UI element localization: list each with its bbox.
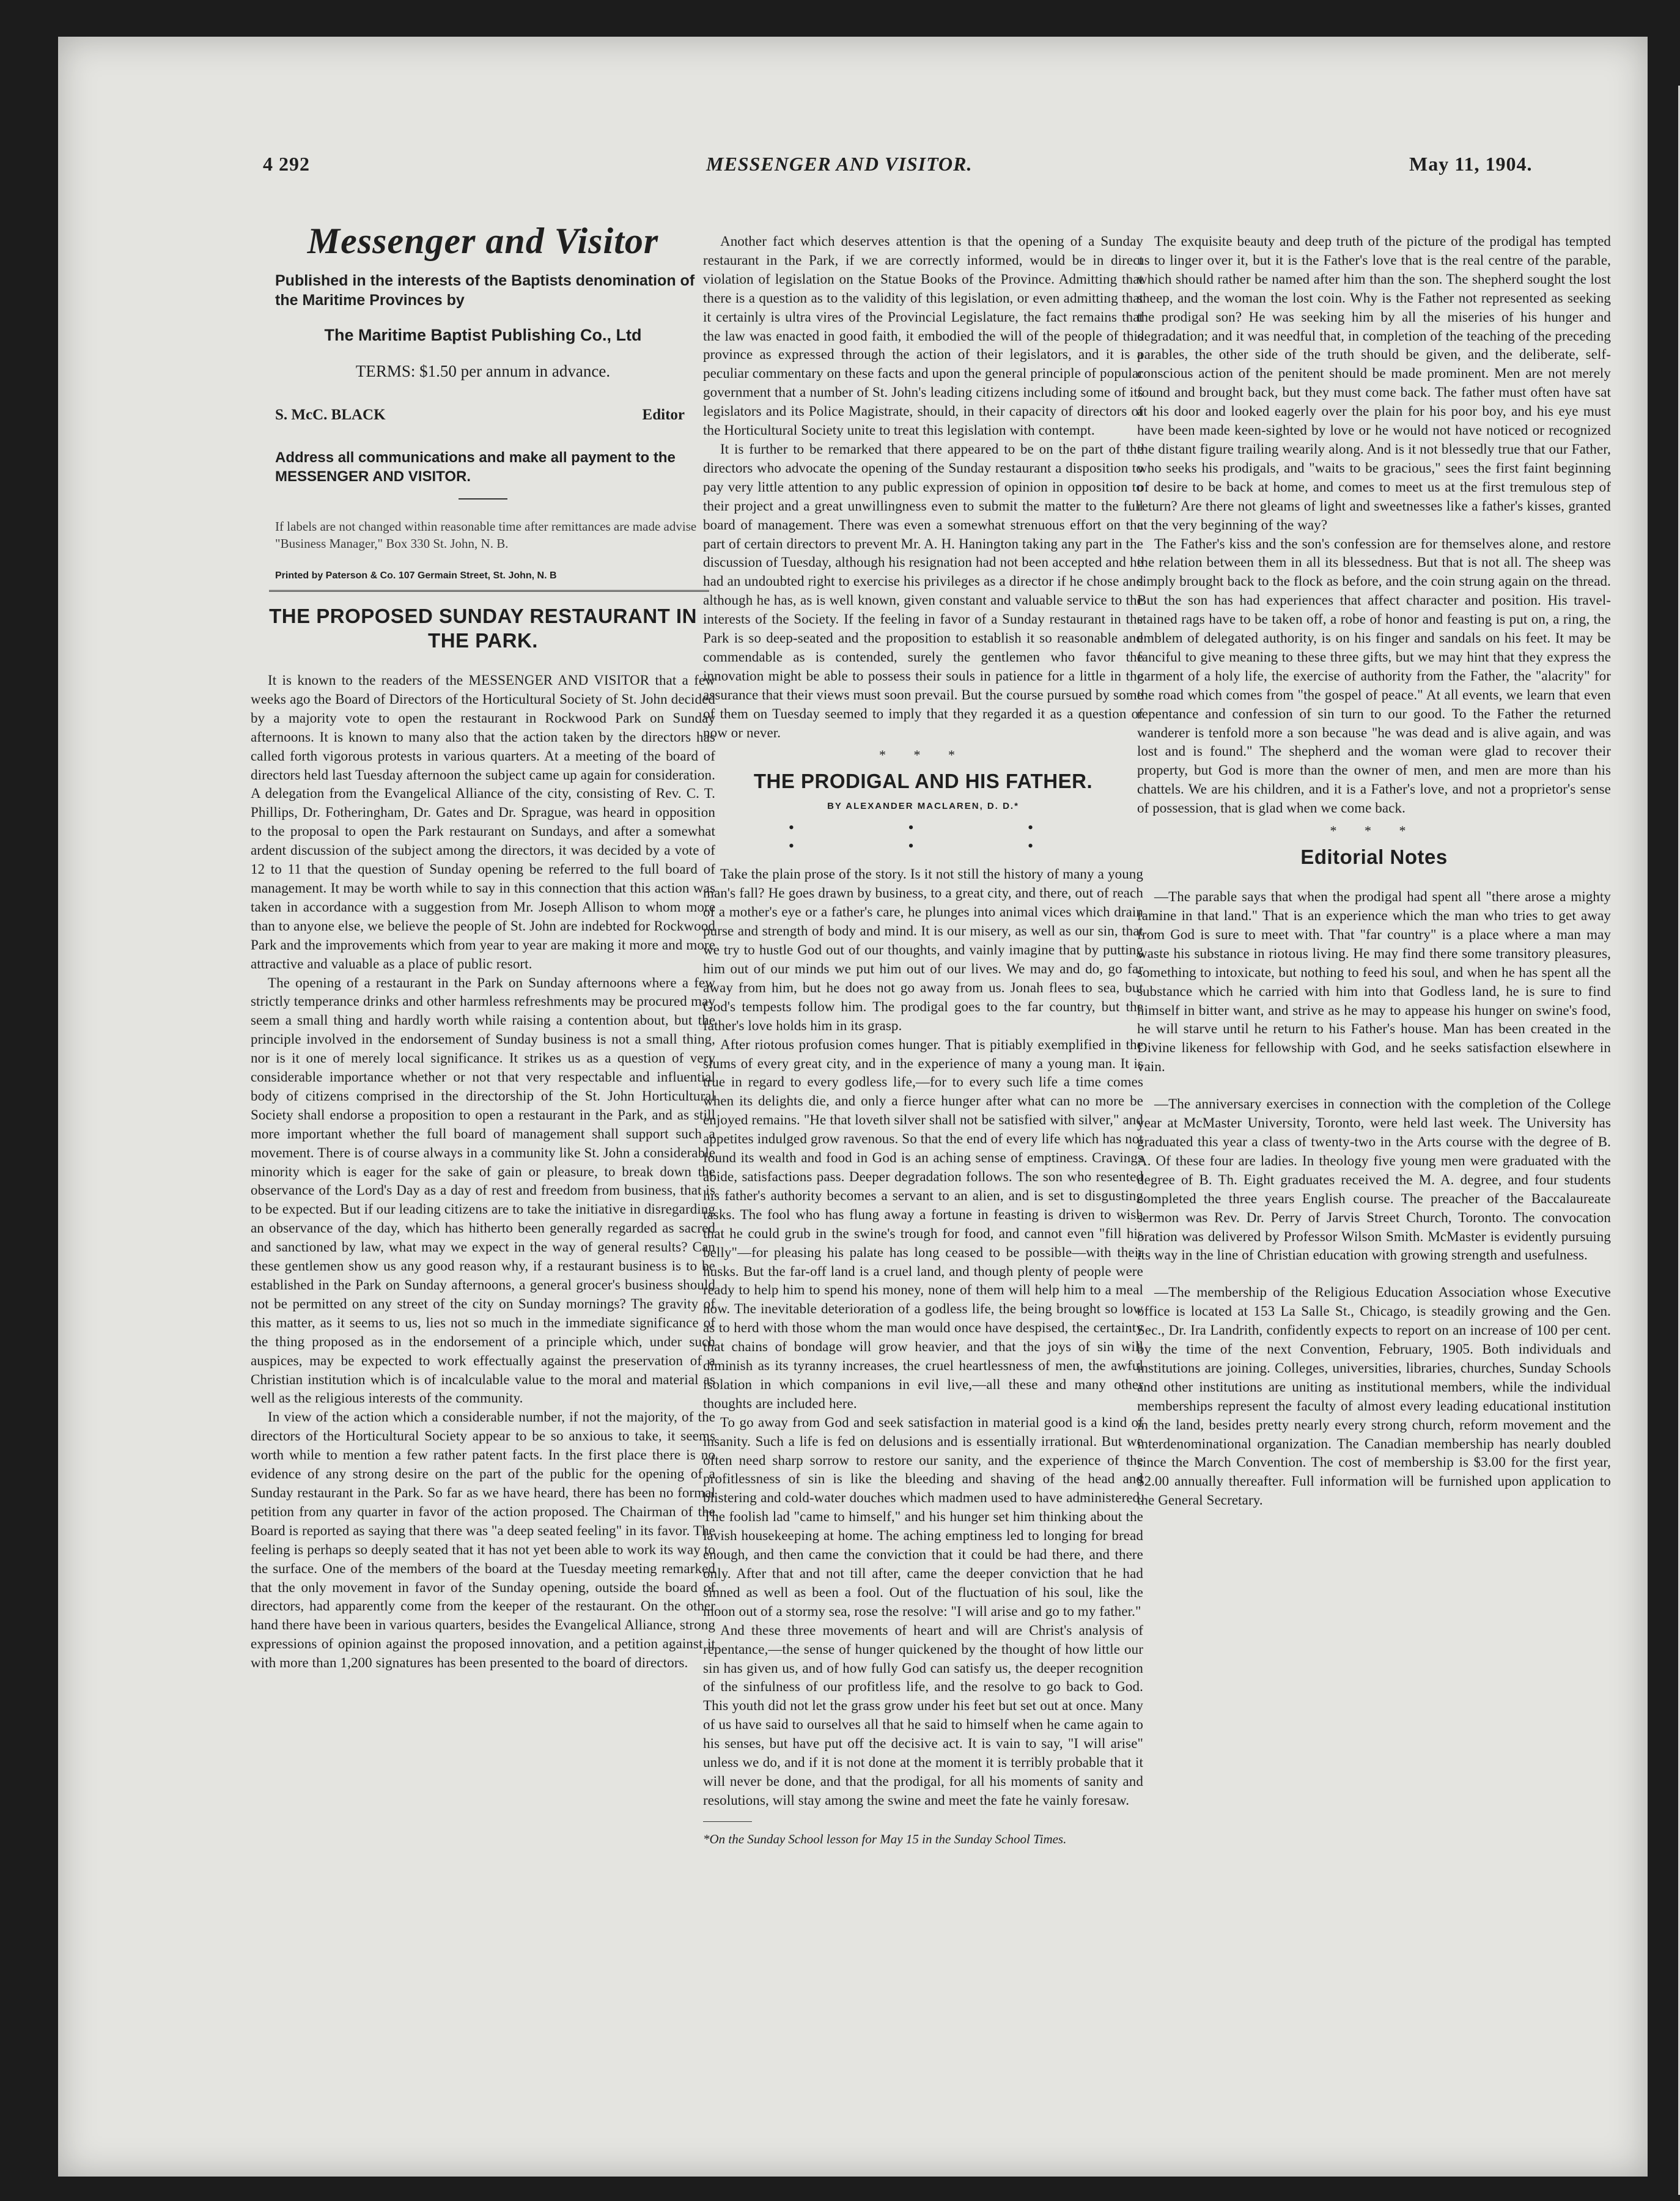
article-paragraph: The Father's kiss and the son's confession are for themselves alone, and restore the relation between them in all its blessedness. But that is not all. The sheep was simply brought back to the flock as before, and the coin strung again on the thread. But the son has had experiences that affect character and position. His travel-stained rags have to be taken off, a robe of honor and feasting is put on, a ring, the emblem of delegated authority, is on his finger and sandals on his feet. It may be fanciful to give meaning to these three gifts, but we may hint that they express the garment of a holy life, the exercise of authority from the Father, the "alacrity" for the road which comes from "the gospel of peace." At all events, we learn that even repentance and confession of sin turn to our good. To the Father the returned wanderer is tenfold more a son because "he was dead and is alive again, and was lost and is found." The shepherd and the woman were glad to recover their property, but God is more than the owner of men, and men are more than his chattels. We are his children, and it is a Father's love, and not a proprietor's sense of possession, that is glad when we come back. — [1137, 536, 1611, 816]
footnote: *On the Sunday School lesson for May 15 in the Sunday School Times. — [703, 1831, 1067, 1846]
footnote-rule — [703, 1821, 752, 1822]
article-paragraph: And these three movements of heart and will are Christ's analysis of repentance,—the sense of hunger quickened by the thought of how little our sin has given us, and of how fully God can satisfy us, the deeper recognition of the sinfulness of our profitless life, and the resolve to go back to God. This youth did not let the grass grow under his feet but set out at once. Many of us have said to ourselves all that he said to himself when he came again to his senses, but have put off the decisive act. It is vain to say, "I will arise" unless we do, and if it is not done at the moment it is terribly probable that it will never be done, and that the prodigal, for all his moments of sanity and resolutions, will stay among the swine and meet the fate he vainly foresaw. — [703, 1622, 1143, 1808]
article-paragraph: The opening of a restaurant in the Park on Sunday afternoons where a few strictly temperance drinks and other harmless refreshments may be procured may seem a small thing and hardly worth while raising a contention about, but the principle involved in the endorsement of Sunday business is not a small thing, nor is it one of merely local significance. It strikes us as a question of very considerable importance whether or not that very respectable and influential body of citizens comprised in the directorship of the St. John Horticultural Society shall endorse a proposition to open a restaurant in the Park, and as still more important whether the full board of management shall support such a movement. There is of course always in a community like St. John a considerable minority which is eager for the sake of gain or pleasure, to break down the observance of the Lord's Day as a day of rest and freedom from business, that is to be expected. But if our leading citizens are to take the initiative in disregarding an observance of the day, which has hitherto been generally regarded as sacred and sanctioned by law, what may we expect in the way of general results? Can these gentlemen show us any good reason why, if a restaurant business is to be established in the Park on Sunday afternoons, a general grocer's business should not be permitted on any street of the city on Sunday mornings? The gravity of this matter, as it seems to us, lies not so much in the immediate significance of the thing proposed as in the endorsement of a principle which, under such auspices, may be expected to work effectually against the preservation of a Christian institution which is of incalculable value to the moral and material as well as the religious interests of the community. — [251, 975, 715, 1406]
page-header — [58, 153, 1648, 202]
double-rule — [269, 590, 709, 592]
editor-label: Editor — [642, 407, 685, 423]
article-paragraph: It is known to the readers of the MESSENGER AND VISITOR that a few weeks ago the Board of Directors of the Horticultural Society of St. John decided by a majority vote to open the restaurant in Rockwood Park on Sunday afternoons. It is known to many also that the action taken by the directors has called forth vigorous protests in various quarters. At a meeting of the board of directors held last Tuesday afternoon the subject came up again for consideration. A delegation from the Evangelical Alliance of the city, consisting of Rev. C. T. Phillips, Dr. Fotheringham, Dr. Gates and Dr. Sprague, was heard in opposition to the proposal to open the Park restaurant on Sundays, and after a somewhat ardent discussion of the subject among the directors, it was decided by a vote of 12 to 11 that the question of Sunday opening be referred to the full board of management. It may be worth while to say in this connection that this action was taken in accordance with a suggestion from Mr. Joseph Allison to whom more than to anyone else, we believe the people of St. John are indebted for Rockwood Park and the improvements which from year to year are making it more and more attractive and valuable as a place of public resort. — [251, 673, 715, 971]
article-byline: BY ALEXANDER MACLAREN, D. D.* — [827, 801, 1019, 812]
column-1 — [251, 220, 715, 2140]
article-paragraph: Another fact which deserves attention is that the opening of a Sunday restaurant in the Park, if we are correctly informed, would be in direct violation of legislation on the Statue Books of the Province. Admitting that there is a question as to the validity of this legislation, or even admitting that it certainly is ultra vires of the Provincial Legislature, the fact remains that the law was enacted in good faith, it embodied the will of the people of this province as expressed through the action of their legislators, and it is a peculiar commentary on these facts and upon the general principle of popular government that a number of St. John's leading citizens including some of its legislators and its Police Magistrate, should, in their capacity of directors of the Horticultural Society unite to treat this legislation with contempt. — [703, 234, 1143, 438]
dot-ornament: • • • • • • — [788, 819, 1089, 855]
section-ornament: * * * — [879, 747, 967, 763]
page-number: 4 292 — [263, 153, 310, 175]
article-paragraph: In view of the action which a considerable number, if not the majority, of the directors of the Horticultural Society appear to be so anxious to take, it seems worth while to mention a few rather patent facts. In the first place there is no evidence of any strong desire on the part of the public for the opening of a Sunday restaurant in the Park. So far as we have heard, there has been no formal petition from any quarter in favor of the action proposed. The Chairman of the Board is reported as saying that there was "a deep seated feeling" in its favor. The feeling is perhaps so deeply seated that it has not yet been able to work its way to the surface. One of the members of the board at the Tuesday meeting remarked that the only movement in favor of the Sunday opening, outside the board of directors, had apparently come from the keeper of the restaurant. On the other hand there have been in various quarters, besides the Evangelical Alliance, strong expressions of opinion against the proposed innovation, and a petition against it with more than 1,200 signatures has been presented to the board of directors. — [251, 1409, 715, 1671]
editorial-headline: Editorial Notes — [1300, 846, 1448, 869]
article-paragraph: It is further to be remarked that there appeared to be on the part of the directors who advocate the opening of the Sunday restaurant a disposition to pay very little attention to any public expression of opinion in opposition to their project and a great unwillingness even to submit the matter to the full board of management. There was even a somewhat strenuous effort on the part of certain directors to prevent Mr. A. H. Hanington taking any part in the discussion of Tuesday, although his resignation had not been accepted and he had an undoubted right to exercise his privileges as a director if he chose and although he has, as is well known, given constant and valuable service to the interests of the Society. If the feeling in favor of a Sunday restaurant in the Park is so deep-seated and the proposition to establish it so reasonable and commendable as is contended, surely the gentlemen who favor the innovation might be able to possess their souls in patience for a little in the assurance that their views must soon prevail. But the course pursued by some of them on Tuesday seemed to imply that they regarded it as a question of now or never. — [703, 441, 1143, 740]
article-headline: THE PRODIGAL AND HIS FATHER. — [753, 770, 1093, 793]
masthead-title: Messenger and Visitor — [307, 221, 659, 261]
section-ornament: * * * — [1330, 823, 1418, 839]
running-title: MESSENGER AND VISITOR. — [706, 153, 973, 175]
article-paragraph: The exquisite beauty and deep truth of the picture of the prodigal has tempted us to linger over it, but it is the Father's love that is the real centre of the parable, which should rather be named after him than the son. The shepherd sought the lost sheep, and the woman the lost coin. Why is the Father not represented as seeking the prodigal son? He was seeking him by all the miseries of his hunger and degradation; and it was needful that, in completion of the teaching of the preceding parables, the other side of the truth should be given, and the deliberate, self-conscious action of the penitent should be made prominent. Men are not merely found and brought back, but they must come back. The father must often have sat at his door and looked eagerly over the plain for his poor boy, and his eye must have been made keen-sighted by love or he would not have noticed or recognized the distant figure trailing wearily along. And is it not blessedly true that our Father, who seeks his prodigals, and "waits to be gracious," sees the first faint beginning of desire to be back at home, and comes to meet us at the first tremulous step of return? Are there not gleams of light and sweetnesses like a father's kisses, granted at the very beginning of the way? — [1137, 234, 1611, 533]
editorial-paragraph: —The parable says that when the prodigal had spent all "there arose a mighty famine in that land." That is an experience which the man who tries to get away from God is sure to meet with. That "far country" is a place where a man may waste his substance in riotous living. He may find there some transitory pleasures, something to intoxicate, but nothing to feed his soul, and when he has spent all the substance which he carried with him into that Godless land, he is sure to find himself in bitter want, and strive as he may to appease his hunger on swine's food, he will starve until he return to his Father's house. Man has been created in the Divine likeness for fellowship with God, and he seeks satisfaction elsewhere in vain. — [1137, 889, 1611, 1075]
article-paragraph: Take the plain prose of the story. Is it not still the history of many a young man's fall? He goes drawn by business, to a great city, and there, out of reach of a mother's eye or a father's care, he plunges into animal vices which drain purse and strength of body and mind. It is our misery, as well as our sin, that we try to hustle God out of our thoughts, and vainly imagine that by putting him out of our minds we put him out of our lives. We may and do, go far away from him, but he does not go away from us. Jonah flees to sea, but God's tempests follow him. The prodigal goes to the far country, but the father's love holds him in its grasp. — [703, 866, 1143, 1033]
subscription-terms: TERMS: $1.50 per annum in advance. — [355, 362, 611, 380]
address-note: Address all communications and make all payment to the MESSENGER AND VISITOR. — [275, 449, 676, 485]
issue-date: May 11, 1904. — [1409, 153, 1533, 175]
publisher-name: The Maritime Baptist Publishing Co., Ltd — [324, 326, 642, 344]
article-headline: THE PROPOSED SUNDAY RESTAURANT IN THE PARK. — [269, 605, 697, 652]
editorial-paragraph: —The anniversary exercises in connection with the completion of the College year at McMaster University, Toronto, were held last week. The University has graduated this year a class of twenty-two in the Arts course with the degree of B. A. Of these four are ladies. In theology five young men were graduated with the degree of B. Th. Eight graduates received the M. A. degree, and four students completed the three years English course. The preacher of the Baccalaureate sermon was Rev. Dr. Perry of Jarvis Street Church, Toronto. The convocation oration was delivered by Professor Wilson Smith. McMaster is evidently pursuing its way in the line of Christian education with growing strength and usefulness. — [1137, 1096, 1611, 1263]
printer-credit: Printed by Paterson & Co. 107 Germain Street, St. John, N. B — [275, 570, 557, 581]
divider — [459, 498, 507, 500]
editorial-paragraph: —The membership of the Religious Education Association whose Executive office is located at 153 La Salle St., Chicago, is steadily growing and the Gen. Sec., Dr. Ira Landrith, confidently expects to report on an increase of 100 per cent. by the time of the next Convention, February, 1905. Both individuals and institutions are joining. Colleges, universities, libraries, churches, Sunday Schools and other institutions are uniting as institutional members, while the individual memberships represent the faculty of almost every leading educational institution in the land, besides pretty nearly every strong church, reform movement and the interdenominational organization. The Canadian membership has nearly doubled since the March Convention. The cost of membership is $3.00 for the first year, $2.00 annually thereafter. Full information will be furnished upon application to the General Secretary. — [1137, 1285, 1611, 1508]
masthead — [251, 220, 715, 581]
labels-note: If labels are not changed within reasonable time after remittances are made advise "Business Manager," Box 330 St. John, N. B. — [275, 519, 697, 551]
article-paragraph: After riotous profusion comes hunger. That is pitiably exemplified in the slums of every great city, and in the experience of many a young man. It is true in regard to every godless life,—for to every such life a time comes when its delights die, and only a fierce hunger after what can no more be enjoyed remains. "He that loveth silver shall not be satisfied with silver," and appetites indulged grow ravenous. So that the end of every life which has not found its wealth and food in God is an aching sense of emptiness. Cravings abide, satisfactions pass. Deeper degradation follows. The son who resented his father's authority becomes a servant to an alien, and is set to disgusting tasks. The fool who has flung away a fortune in feasting is driven to wish that he could grub in the swine's trough for food, and cannot even "fill his belly"—for pleasing his palate has long ceased to be possible—with their husks. But the far-off land is a cruel land, and though plenty of people were ready to help him to spend his money, none of them will help him to a meal now. The inevitable deterioration of a godless life, the being brought so low as to herd with those whom the man would once have despised, the certainty that chains of bondage will grow heavier, and that the joys of sin will diminish as its tyranny increases, the cruel heartlessness of men, the awful isolation in which companions in evil live,—all these and many other thoughts are included here. — [703, 1036, 1143, 1411]
column-3 — [1137, 232, 1611, 2140]
newspaper-page — [58, 37, 1648, 2177]
editor-name: S. McC. BLACK — [275, 407, 386, 423]
masthead-subtitle: Published in the interests of the Baptists denomination of the Maritime Provinces by — [275, 272, 695, 309]
column-2 — [703, 232, 1143, 2140]
article-paragraph: To go away from God and seek satisfaction in material good is a kind of insanity. Such a life is fed on delusions and is essentially irrational. But we often need sharp sorrow to restore our sanity, and the experience of the profitlessness of sin is like the bleeding and shaving of the head and blistering and cold-water douches which madmen used to have administered. The foolish lad "came to himself," and his hunger set him thinking about the lavish housekeeping at home. The aching emptiness led to longing for bread enough, and then came the conviction that it could be had there, and there only. After that and not till after, came the deeper conviction that he had sinned as well as been a fool. Out of the fluctuation of his soul, like the moon out of a stormy sea, rose the resolve: "I will arise and go to my father." — [703, 1414, 1143, 1619]
editor-line — [251, 407, 715, 424]
